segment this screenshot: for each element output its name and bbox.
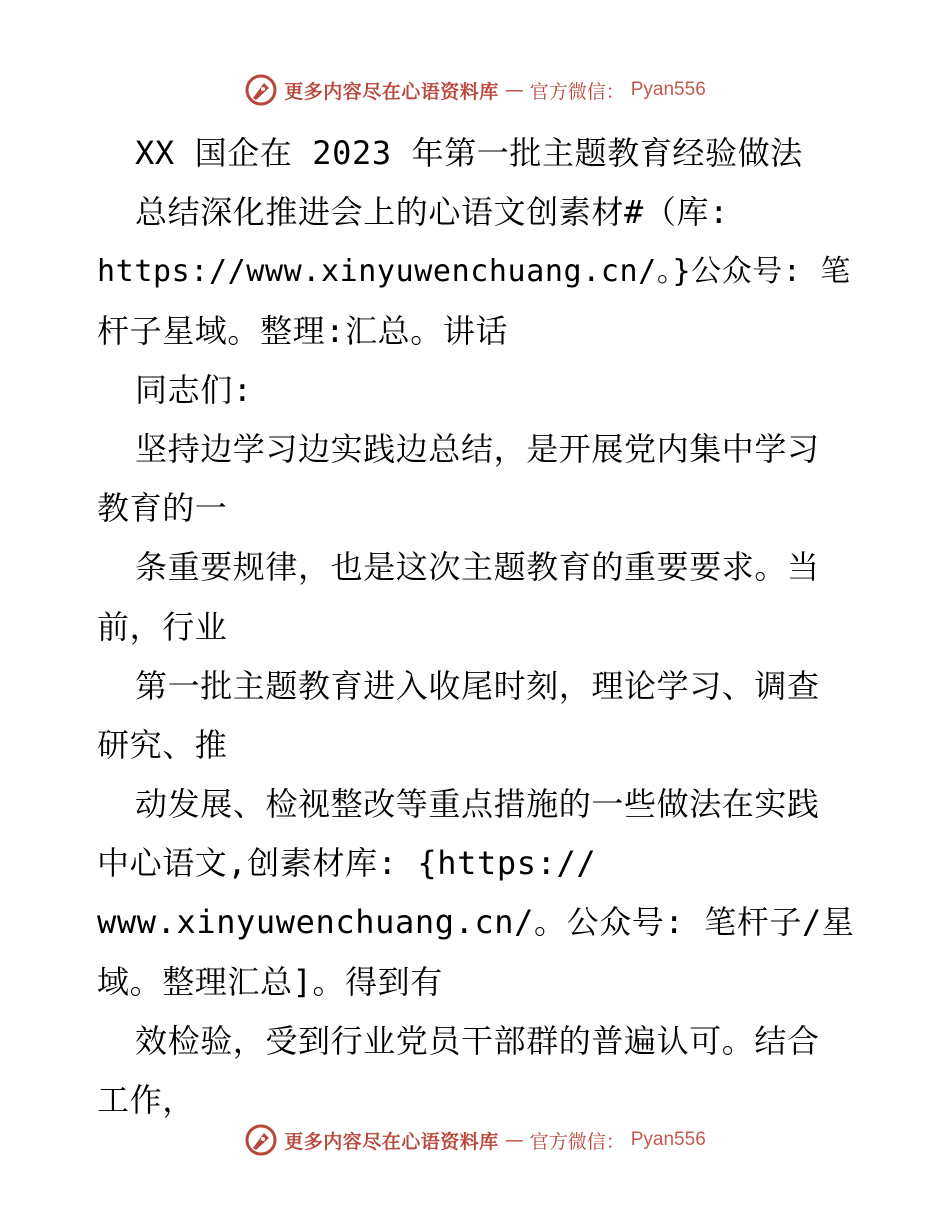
pen-nib-logo-icon: [244, 73, 278, 107]
document-line: 动发展、检视整改等重点措施的一些做法在实践: [135, 785, 820, 824]
document-line: 教育的一: [97, 489, 228, 528]
watermark-footer: [0, 1118, 950, 1162]
watermark-text: 更多内容尽在心语资料库: [284, 80, 499, 103]
document-line: 效检验，受到行业党员干部群的普遍认可。结合: [135, 1021, 820, 1060]
document-line: 总结深化推进会上的心语文创素材#（库:: [135, 193, 729, 232]
watermark-separator: —: [504, 1129, 524, 1151]
document-line: 同志们:: [135, 370, 253, 409]
document-line: 研究、推: [97, 725, 228, 764]
document-line: https://www.xinyuwenchuang.cn/。}公众号: 笔: [97, 254, 851, 290]
document-line: www.xinyuwenchuang.cn/。公众号: 笔杆子/星: [97, 903, 855, 942]
document-line: 杆子星域。整理:汇总。讲话: [97, 311, 509, 350]
watermark-official-label: 官方微信：: [529, 80, 625, 103]
pen-nib-logo-icon: [244, 1123, 278, 1157]
watermark-wechat-id: Pyan556: [630, 79, 706, 100]
document-line: 工作，: [97, 1081, 195, 1119]
watermark-separator: —: [504, 79, 524, 101]
document-line: 坚持边学习边实践边总结，是开展党内集中学习: [135, 429, 820, 468]
document-line: XX 国企在 2023 年第一批主题教育经验做法: [135, 134, 803, 172]
document-body: [97, 124, 857, 1130]
watermark-text: 更多内容尽在心语资料库: [284, 1130, 499, 1153]
document-line: 中心语文,创素材库: {https://: [97, 844, 597, 883]
document-line: 域。整理汇总]。得到有: [97, 962, 443, 1001]
document-line: 前，行业: [97, 607, 228, 646]
document-line: 条重要规律，也是这次主题教育的重要要求。当: [135, 548, 820, 587]
document-line: 第一批主题教育进入收尾时刻，理论学习、调查: [135, 666, 820, 705]
watermark-header: [0, 68, 950, 112]
watermark-official-label: 官方微信：: [529, 1130, 625, 1153]
watermark-wechat-id: Pyan556: [630, 1129, 706, 1150]
